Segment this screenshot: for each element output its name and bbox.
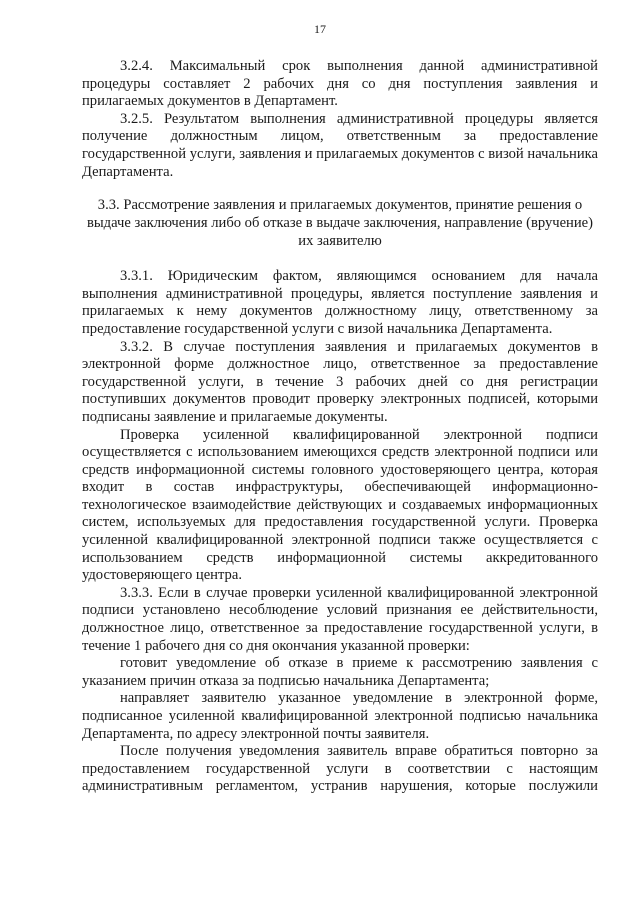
paragraph-3-2-5: 3.2.5. Результатом выполнения административной процедуры является получение должностным лицом, ответственным за предоставление государственной услуги, заявления и прилагаемых документов с визой начальника Департамента.	[82, 110, 598, 180]
paragraph-sends-notice: направляет заявителю указанное уведомление в электронной форме, подписанное усиленной квалифицированной электронной подписью начальника Департамента, по адресу электронной почты заявителя.	[82, 690, 598, 742]
paragraph-3-2-4: 3.2.4. Максимальный срок выполнения данной административной процедуры составляет 2 рабочих дня со дня поступления заявления и прилагаемых документов в Департамент.	[82, 58, 598, 110]
page-number: 17	[314, 22, 326, 36]
paragraph-signature-check: Проверка усиленной квалифицированной электронной подписи осуществляется с использованием имеющихся средств электронной подписи или средств информационной системы головного удостоверяющего центра, которая входит в состав инфраструктуры, обеспечивающей информационно-технологическое взаимодействие действующих и создаваемых информационных систем, используемых для предоставления государственной услуги. Проверка усиленной квалифицированной электронной подписи также осуществляется с использованием средств информационной системы аккредитованного удостоверяющего центра.	[82, 426, 598, 584]
paragraph-after-notice: После получения уведомления заявитель вправе обратиться повторно за предоставлением государственной услуги в соответствии с настоящим административным регламентом, устранив нарушения, которые послужили	[82, 743, 598, 795]
paragraph-3-3-2: 3.3.2. В случае поступления заявления и прилагаемых документов в электронной форме должностное лицо, ответственное за предоставление государственной услуги, в течение 3 рабочих дней со дня регистрации поступивших документов проводит проверку электронных подписей, которыми подписаны заявление и прилагаемые документы.	[82, 338, 598, 425]
paragraph-3-3-1: 3.3.1. Юридическим фактом, являющимся основанием для начала выполнения административной процедуры, является поступление заявления и прилагаемых к нему документов должностному лицу, ответственному за предоставление государственной услуги с визой начальника Департамента.	[82, 268, 598, 337]
paragraph-prepares-notice: готовит уведомление об отказе в приеме к рассмотрению заявления с указанием причин отказа за подписью начальника Департамента;	[82, 655, 598, 689]
document-body	[82, 58, 598, 796]
section-heading-3-3: 3.3. Рассмотрение заявления и прилагаемых документов, принятие решения о выдаче заключения либо об отказе в выдаче заключения, направление (вручение) их заявителю	[86, 197, 594, 250]
paragraph-3-3-3: 3.3.3. Если в случае проверки усиленной квалифицированной электронной подписи установлено несоблюдение условий признания ее действительности, должностное лицо, ответственное за предоставление государственной услуги, в течение 1 рабочего дня со дня окончания указанной проверки:	[82, 584, 598, 654]
